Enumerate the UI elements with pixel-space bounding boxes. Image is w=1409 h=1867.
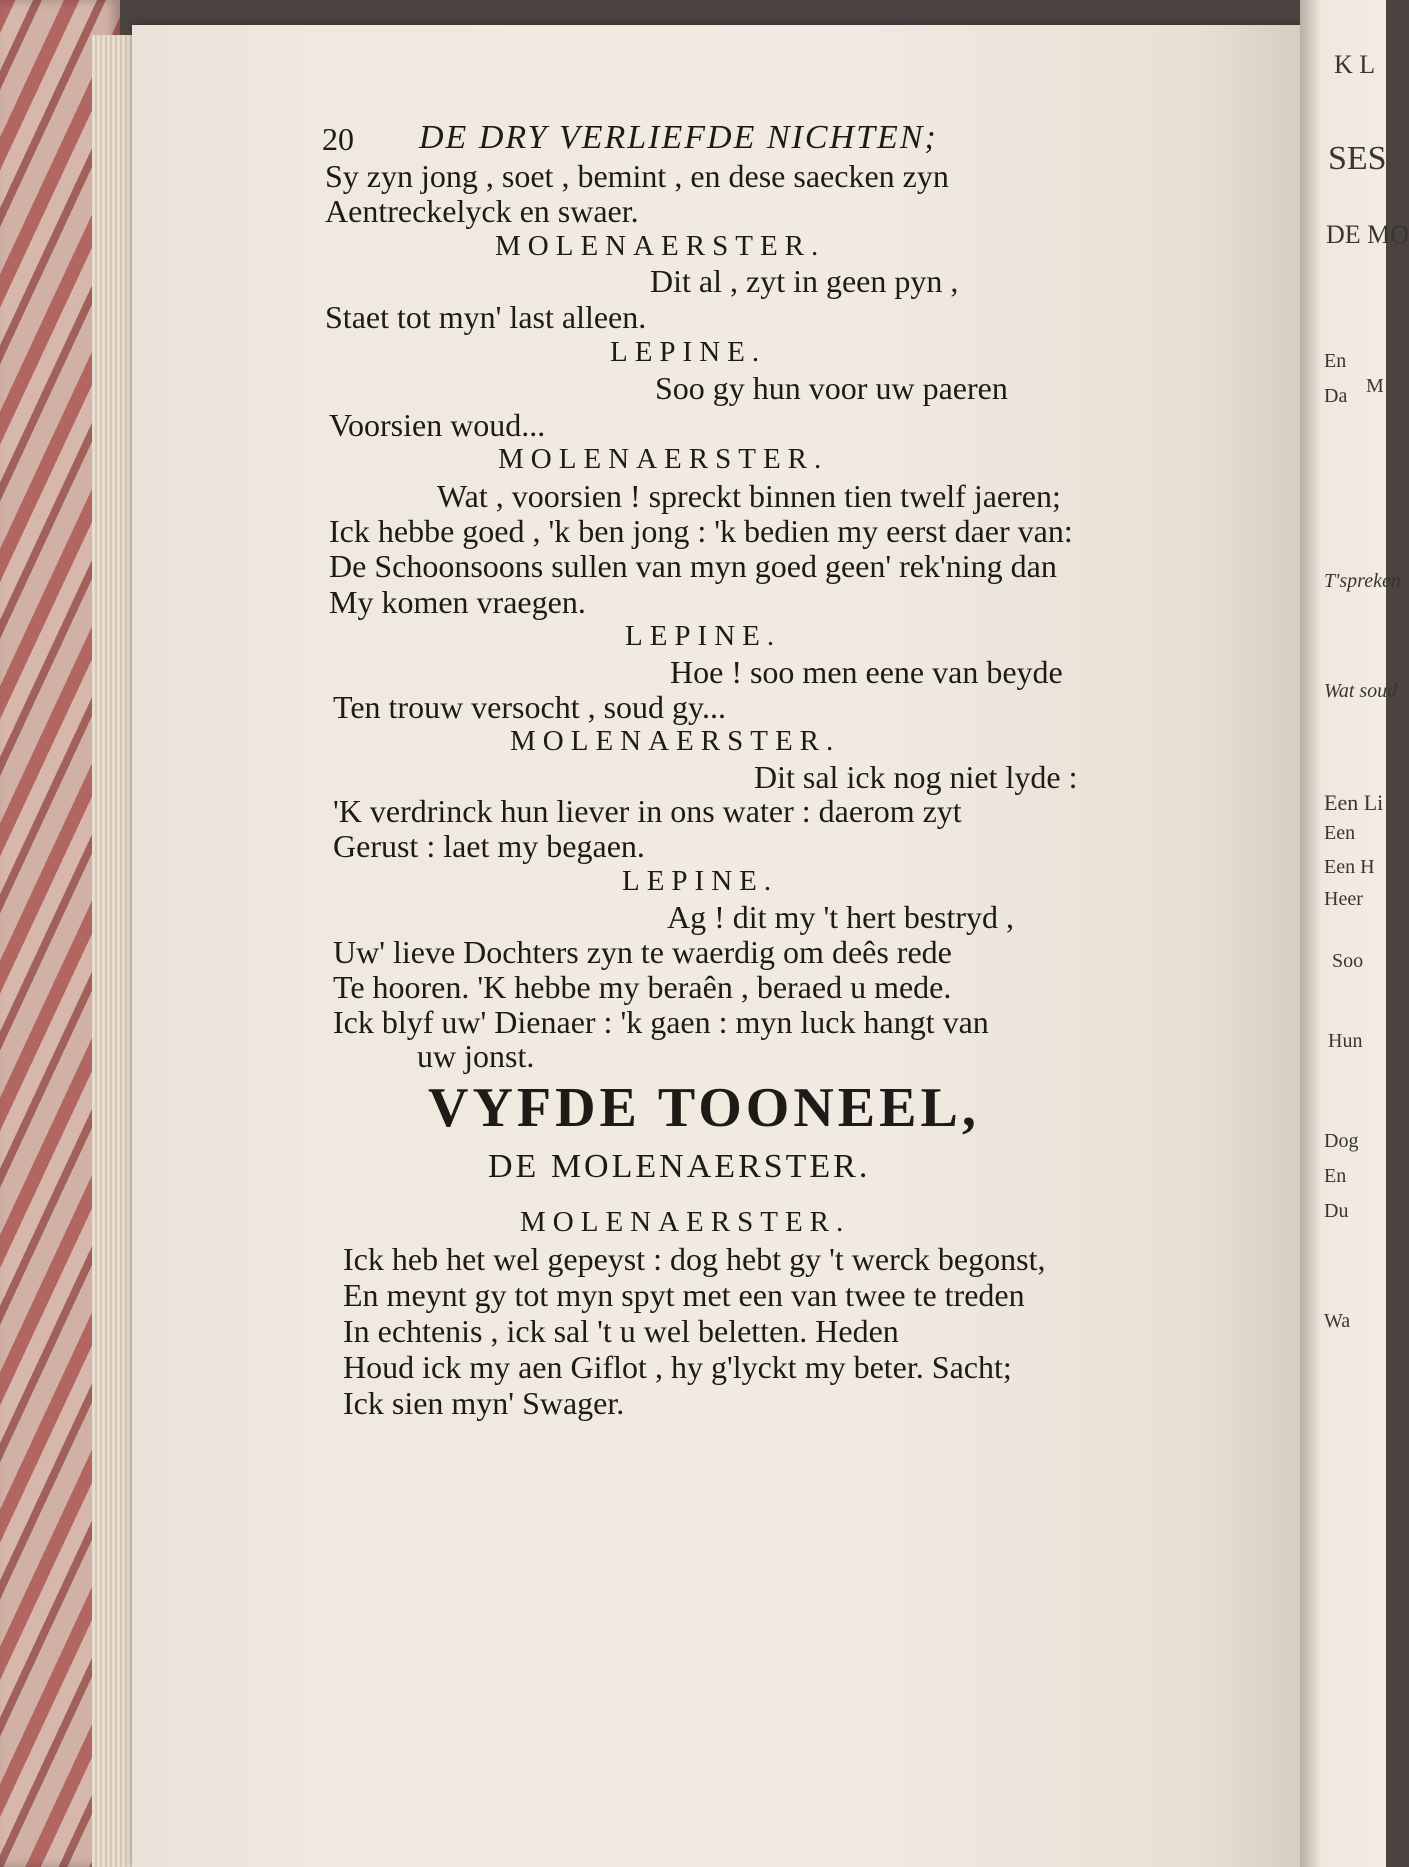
text-line: Soo gy hun voor uw paeren [655,370,1008,406]
text-line: Staet tot myn' last alleen. [325,299,647,335]
speaker-name: LEPINE. [610,336,767,368]
text-line: Houd ick my aen Giflot , hy g'lyckt my beter. Sacht; [343,1349,1012,1385]
facing-text: Da [1324,385,1348,407]
text-line: Voorsien woud... [329,407,546,443]
facing-text: Du [1324,1200,1349,1222]
text-line: Sy zyn jong , soet , bemint , en dese saecken zyn [325,158,949,194]
facing-text: Dog [1324,1130,1359,1152]
text-line: Hoe ! soo men eene van beyde [670,654,1063,690]
running-title: DE DRY VERLIEFDE NICHTEN; [419,119,938,156]
speaker-name: MOLENAERSTER. [495,230,826,262]
facing-text: Een [1324,822,1356,844]
facing-text: Soo [1332,950,1364,972]
text-line: uw jonst. [417,1038,535,1074]
text-line: Gerust : laet my begaen. [333,828,645,864]
facing-page [1300,0,1409,1867]
text-line: De Schoonsoons sullen van myn goed geen' rek'ning dan [329,548,1057,584]
speaker-name: MOLENAERSTER. [520,1206,851,1238]
text-line: En meynt gy tot myn spyt met een van twee te treden [343,1277,1025,1313]
page-number: 20 [322,121,354,157]
text-line: Ick sien myn' Swager. [343,1385,625,1421]
facing-text: SES [1328,140,1387,177]
speaker-name: LEPINE. [622,865,779,897]
facing-text: En [1324,1165,1347,1187]
facing-text: Heer [1324,888,1363,910]
text-line: Wat , voorsien ! spreckt binnen tien twelf jaeren; [437,478,1061,514]
text-line: Te hooren. 'K hebbe my beraên , beraed u mede. [333,969,952,1005]
text-line: Ten trouw versocht , soud gy... [333,689,726,725]
text-line: Aentreckelyck en swaer. [325,193,639,229]
facing-text: M [1366,375,1384,397]
text-line: Dit sal ick nog niet lyde : [754,759,1078,795]
speaker-name: MOLENAERSTER. [498,443,829,475]
text-line: Uw' lieve Dochters zyn te waerdig om deês rede [333,934,952,970]
text-line: Dit al , zyt in geen pyn , [650,263,959,299]
text-line: Ick hebbe goed , 'k ben jong : 'k bedien my eerst daer van: [329,513,1073,549]
speaker-name: MOLENAERSTER. [510,725,841,757]
text-line: My komen vraegen. [329,584,586,620]
scene-subtitle: DE MOLENAERSTER. [488,1148,871,1185]
text-line: Ick blyf uw' Dienaer : 'k gaen : myn luck hangt van [333,1004,989,1040]
speaker-name: LEPINE. [625,620,782,652]
facing-text: Een H [1324,856,1375,878]
facing-text: En [1324,350,1347,372]
facing-text: Hun [1328,1030,1363,1052]
book-page [132,25,1342,1867]
text-line: In echtenis , ick sal 't u wel beletten. Heden [343,1313,899,1349]
text-line: Ick heb het wel gepeyst : dog hebt gy 't werck begonst, [343,1241,1046,1277]
facing-text: DE MO [1326,220,1409,249]
facing-text: Een Li [1324,790,1384,815]
scene-title: VYFDE TOONEEL, [428,1077,980,1139]
facing-text: T'spreken [1324,570,1401,592]
text-line: Ag ! dit my 't hert bestryd , [667,899,1015,935]
facing-text: Wa [1324,1310,1351,1332]
facing-text: Wat soud [1324,680,1398,702]
facing-text: K L [1334,50,1376,79]
text-line: 'K verdrinck hun liever in ons water : daerom zyt [333,793,962,829]
